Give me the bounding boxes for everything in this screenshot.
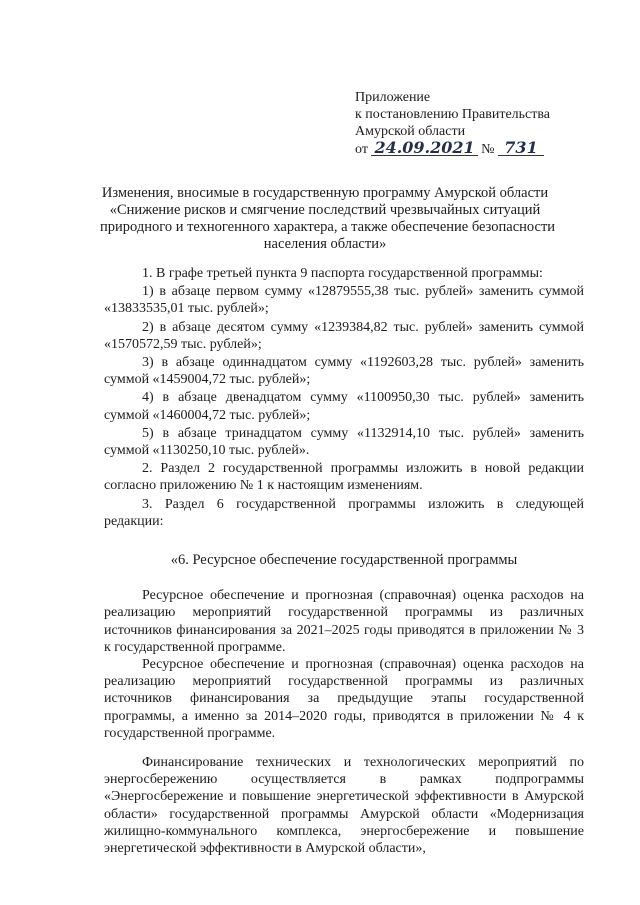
document-body: [104, 265, 584, 857]
section-title: «6. Ресурсное обеспечение государственной программы: [170, 552, 518, 569]
paragraph-item-2: 2) в абзаце десятом сумму «1239384,82 тыс. рублей» заменить суммой «1570572,59 тыс. рублей»;: [104, 319, 584, 352]
paragraph-energy: Финансирование технических и технологических мероприятий по энергосбережению осуществляется в рамках подпрограммы «Энергосбережение и повышение энергетической эффективности в Амурской области» государственной программы Амурской области «Модернизация жилищно-коммунального комплекса, энергосбережение и повышение энергетической эффективности в Амурской области»,: [104, 755, 584, 857]
paragraph-3: 3. Раздел 6 государственной программы изложить в следующей редакции:: [104, 496, 584, 529]
paragraph-1: 1. В графе третьей пункта 9 паспорта государственной программы:: [142, 266, 543, 281]
paragraph-resources-1: Ресурсное обеспечение и прогнозная (справочная) оценка расходов на реализацию мероприятий государственной программы из различных источников финансирования за 2021–2025 годы приводятся в приложении № 3 к государственной программе.: [104, 588, 584, 655]
date-prefix: от: [355, 142, 368, 157]
paragraph-item-3: 3) в абзаце одиннадцатом сумму «1192603,28 тыс. рублей» заменить суммой «1459004,72 тыс. рублей»;: [104, 355, 584, 388]
number-sign: №: [481, 142, 495, 157]
approval-line-3: Амурской области: [355, 124, 466, 139]
approval-line-2: к постановлению Правительства: [355, 107, 551, 122]
approval-line-1: Приложение: [355, 90, 431, 105]
paragraph-resources-2: Ресурсное обеспечение и прогнозная (справочная) оценка расходов на реализацию мероприятий государственной программы из различных источников финансирования за предыдущие этапы государственной программы, а именно за 2014–2020 годы, приводятся в приложении № 4 к государственной программе.: [104, 657, 584, 741]
document-title: [100, 185, 556, 253]
approval-date-line: [355, 140, 550, 158]
handwritten-number: 731: [498, 140, 544, 156]
paragraph-item-5: 5) в абзаце тринадцатом сумму «1132914,10 тыс. рублей» заменить суммой «1130250,10 тыс. рублей».: [104, 425, 584, 459]
paragraph-item-1: 1) в абзаце первом сумму «12879555,38 тыс. рублей» заменить суммой «13833535,01 тыс. рублей»;: [104, 284, 584, 317]
paragraph-item-4: 4) в абзаце двенадцатом сумму «1100950,30 тыс. рублей» заменить суммой «1460004,72 тыс. рублей»;: [104, 390, 584, 423]
handwritten-date: 24.09.2021: [371, 140, 477, 156]
paragraph-2: 2. Раздел 2 государственной программы изложить в новой редакции согласно приложению № 1 к настоящим изменениям.: [104, 461, 584, 494]
title-line-2: «Снижение рисков и смягчение последствий чрезвычайных ситуаций: [109, 202, 541, 218]
title-line-4: населения области»: [263, 236, 387, 252]
title-line-1: Изменения, вносимые в государственную программу Амурской области: [101, 185, 549, 201]
approval-block: [355, 89, 550, 158]
title-line-3: природного и техногенного характера, а также обеспечение безопасности: [100, 219, 556, 235]
